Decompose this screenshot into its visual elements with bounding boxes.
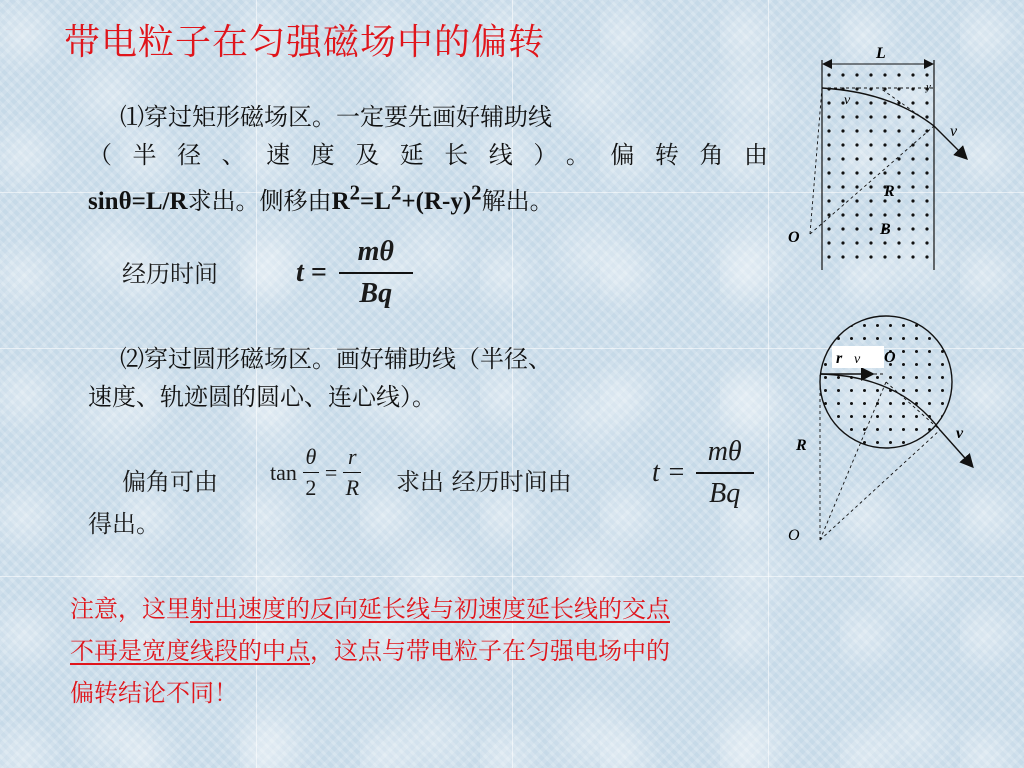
formula-lhs: t = [296, 257, 327, 288]
section2-middle-text: 求出 经历时间由 [396, 468, 572, 496]
label-O-bottom: O [788, 527, 800, 544]
time-formula-2: t = mθ Bq [652, 436, 754, 510]
label-v-in: v [844, 93, 851, 108]
label-v-out: v [950, 123, 958, 140]
tan-formula: tan θ 2 = r R [270, 444, 361, 501]
magnetic-field-region [822, 66, 934, 268]
underlined-phrase-2: 不再是宽度线段的中点 [70, 637, 310, 665]
label-v-out: v [956, 425, 964, 442]
label-L: L [876, 45, 886, 62]
label-y: y [926, 81, 931, 93]
label-O-top: O [884, 349, 896, 366]
time-formula-1 [296, 236, 413, 310]
underlined-phrase-1: 射出速度的反向延长线与初速度延长线的交点 [190, 595, 670, 623]
sin-formula: sinθ=L/R [88, 188, 188, 216]
section2-paragraph [88, 340, 778, 416]
label-R: R [884, 183, 895, 200]
section1-text-end: 解出。 [481, 187, 554, 216]
section1-text: 求出。侧移由 [187, 187, 332, 216]
circular-field-diagram [780, 306, 980, 550]
angle-prefix: 偏角可由 [122, 468, 218, 496]
radius-line-1 [810, 88, 822, 234]
warning-note: 注意，这里射出速度的反向延长线与初速度延长线的交点 不再是宽度线段的中点，这点与带电粒子在匀强电场中的 偏转结论不同！ [70, 595, 670, 707]
label-v: v [854, 352, 861, 367]
time-label: 经历时间 [122, 260, 218, 288]
slide-title: 带电粒子在匀强磁场中的偏转 [64, 22, 546, 63]
formula-numerator: mθ [357, 236, 394, 267]
section2-line1: ⑵穿过圆形磁场区。画好辅助线（半径、 [120, 345, 552, 373]
label-r: r [836, 350, 843, 367]
label-B: B [880, 221, 891, 238]
section2-line2: 速度、轨迹圆的圆心、连心线）。 [88, 383, 436, 411]
label-O: O [788, 229, 800, 246]
rectangular-field-diagram [780, 40, 980, 280]
section1-line3 [88, 181, 554, 216]
section1-paragraph [88, 98, 768, 221]
section2-tail: 得出。 [88, 510, 160, 538]
label-R: R [796, 437, 807, 454]
section1-line1: ⑴穿过矩形磁场区。一定要先画好辅助线 [120, 103, 552, 131]
pythagoras-formula: $R^2=L^2+(R-y)^2$ [331, 181, 482, 216]
section1-line2: （半径、速度及延长线）。偏转角由 [88, 141, 768, 169]
formula-denominator: Bq [359, 278, 393, 309]
